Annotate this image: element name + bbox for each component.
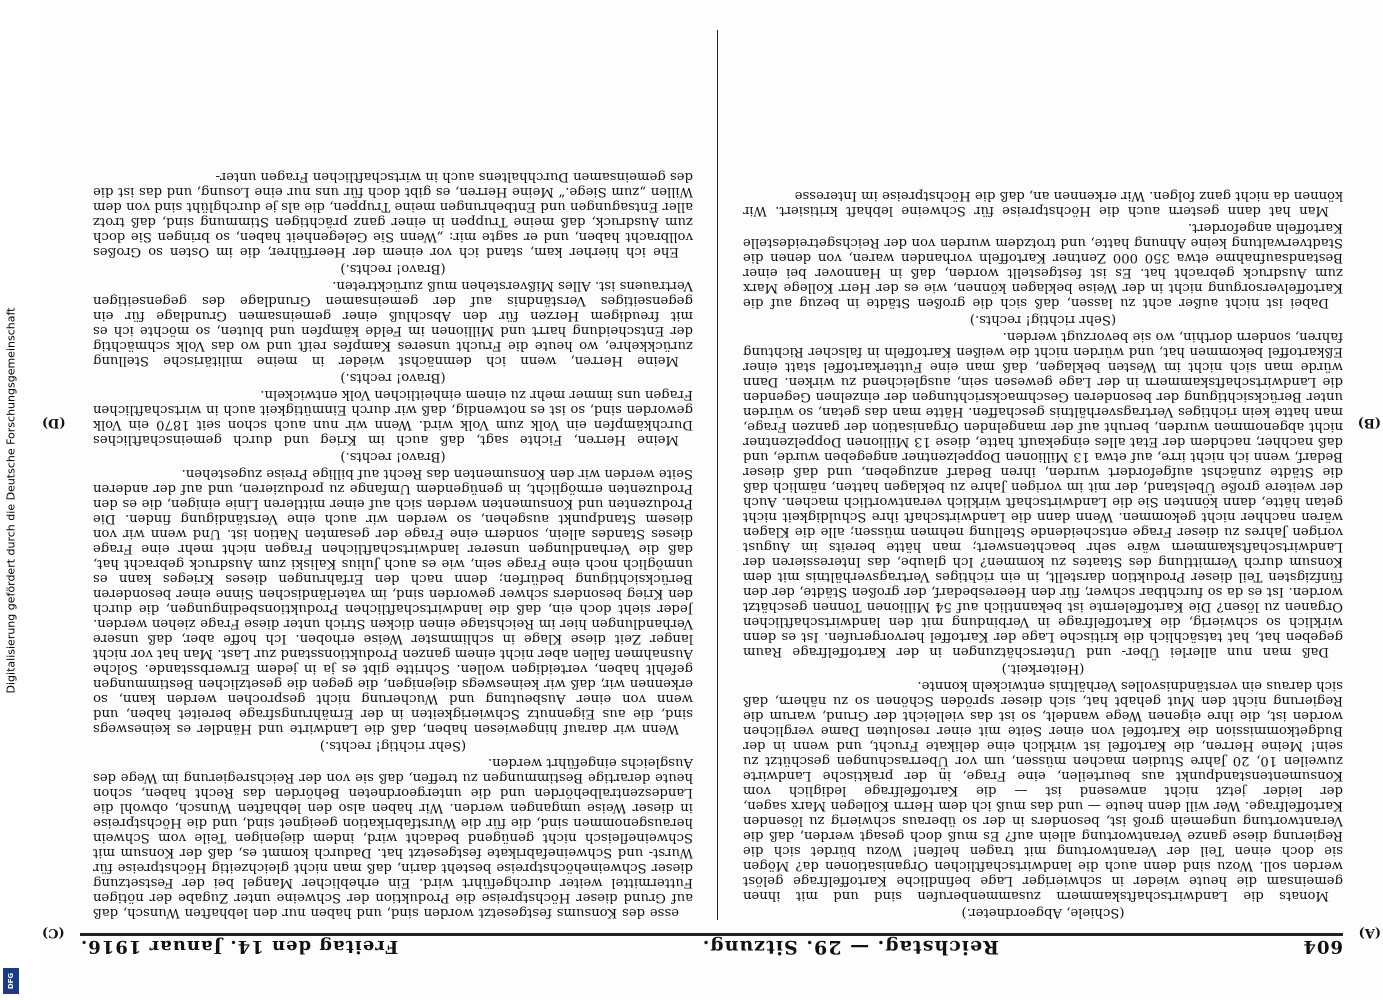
paragraph: Monats die Landwirtschaftskammern zusammenberufen sind und mit ihnen gemeinsam die heute wieder in schwieriger Lage befindliche Kartoffelfrage gelöst werden soll. Wozu sind denn auch die landwirtschaftlichen Organisationen da? Mögen sie doch einen Teil der Verantwortung mit tragen helfen! Wozu bürdet sich die Regierung diese ganze Verantwortung allein auf? Es muß doch gesagt werden, daß die Verantwortung ungemein groß ist, besonders in der so überaus schwierig zu lösenden Kartoffelfrage. Wer will denn heute — und das muß ich dem Herrn Kollegen Marx sagen, der leider jetzt nicht anwesend ist — die Kartoffelfrage lediglich vom Konsumentenstandpunkt aus beurteilen, eine Frage, in der praktische Landwirte zuweilen 10, 20 Jahre Studien machen müssen, um vor Überraschungen geschützt zu sein! Meine Herren, die Kartoffel ist wirklich eine delikate Frucht, und wenn in der Budgetkommission die Kartoffel von einer Seite mit einer resoluten Dame verglichen worden ist, die ihre eigenen Wege wandelt, so ist das vielleicht der Grund, warum die Regierung nicht den Mut gehabt hat, sich dieser spröden Schönen so zu nähern, daß sich daraus ein verständnisvolles Verhältnis entwickeln konnte. [743, 678, 1343, 903]
right-column [93, 30, 693, 920]
document-page [40, 0, 1383, 1000]
margin-marker-d: (D) [42, 415, 66, 430]
paragraph: (Bravo! rechts.) [340, 449, 446, 464]
page-title: Reichstag. — 29. Sitzung. [701, 936, 999, 958]
column-divider [717, 30, 718, 920]
paragraph: Wenn wir darauf hingewiesen haben, daß die Landwirte und Händler es keineswegs sind, die aus Eigennutz Schwierigkeiten in der Ernährungsfrage bereitet haben, und wenn von einer Ausbeutung und Wucherung nicht gesprochen werden kann, so erkennen wir, daß wir keineswegs diejenigen, die gegen die gesetzlichen Bestimmungen gefehlt haben, verteidigen wollen. Schritte gibt es ja in jedem Erwerbsstande. Solche Ausnahmen fallen aber nicht einem ganzen Produktionsstand zur Last. Man hat vor nicht langer Zeit diese Klage in schlimmster Weise erhoben. Ich hoffe aber, daß unsere Verhandlungen hier im Reichstage einen dicken Strich unter diese Frage ziehen werden. Jeder sieht doch ein, daß die landwirtschaftlichen Produktionsbedingungen, die durch den Krieg besonders schwer geworden sind, im vaterländischen Sinne einer besonderen Berücksichtigung bedürfen; denn nach den Erfahrungen dieses Krieges kann es unmöglich noch eine Frage sein, wie es auch Julius Kaliski zum Ausdruck gebracht hat, daß die Verhandlungen unserer landwirtschaftlichen Fragen nicht mehr eine Frage dieses Standes allein, sondern eine Frage der gesamten Nation ist. Und wenn wir von diesem Standpunkt ausgehen, so werden wir auch eine Verständigung finden. Die Produzenten und Konsumenten werden sich auf einer mittleren Linie einigen, die es den Produzenten ermöglicht, in genügendem Umfange zu produzieren, und auf der anderen Seite werden wir den Konsumenten das Recht auf billige Preise zugestehen. [93, 466, 693, 736]
page-number: 604 [1302, 936, 1343, 957]
paragraph: Man hat dann gestern auch die Höchstpreise für Schweine lebhaft kritisiert. Wir können da nicht ganz folgen. Wir erkennen an, daß die Höchstpreise im Interesse [743, 188, 1343, 218]
dfg-logo: DFG [3, 968, 19, 994]
paragraph: Daß man nun allerlei Über- und Unterschätzungen in der Kartoffelfrage Raum gegeben hat, hat tatsächlich die kritische Lage der Kartoffel hervorgerufen. Ist es denn wirklich so schwierig, die Kartoffelfrage in Verbindung mit den landwirtschaftlichen Organen zu lösen? Die Kartoffelernte ist bekanntlich auf 54 Millionen Tonnen geschätzt worden. Ist es da so furchtbar schwer, für den Heeresbedarf, der großen Städte, der den fünfzigsten Teil dieser Produktion darstellt, in ein richtiges Vertragsverhältnis mit dem Konsum durch Vermittlung des Staates zu kommen? Ich glaube, das Interessieren der Landwirtschaftskammern wäre sehr beachtenswert; man hätte bereits im August vorigen Jahres zu dieser Frage entscheidende Stellung nehmen müssen; alle die Klagen wären nachher nicht gekommen. Wenn dann die Landwirtschaft ihre Schuldigkeit nicht getan hätte, dann könnten Sie die Landwirtschaft wirklich verantwortlich machen. Auch der weitere große Übelstand, der mit im vorigen Jahre zu beklagen hatten, nämlich daß die Städte zunächst aufgefordert wurden, ihren Bedarf anzugeben, und daß dieser Bedarf, wenn ich nicht irre, auf etwa 13 Millionen Doppelzentner angegeben wurde, und daß nachher, nachdem der Etat alles eingekauft hatte, diese 13 Millionen Doppelzentner nicht abgenommen wurden, beruht auf der mangelnden Organisation der ganzen Frage, man hatte kein richtiges Vertragsverhältnis geschaffen. Hätte man das getan, so würden unter Berücksichtigung der besonderen Geschmacksrichtungen der einzelnen Gegenden die Landwirtschaftskammern in der Lage gewesen sein, ausgleichend zu wirken. Dann würde man sich nicht im Westen beklagen, daß man eine Futterkartoffel statt einer Eßkartoffel bekommen hat, und würden nicht die weißen Kartoffeln in falscher Richtung fahren, sondern dorthin, wo sie bevorzugt werden. [743, 329, 1343, 659]
margin-marker-b: (B) [1357, 415, 1381, 430]
digitization-note [0, 0, 22, 1000]
paragraph: esse des Konsums festgesetzt worden sind, und haben nur den lebhaften Wunsch, daß auf Grund dieser Höchstpreise die Produktion der Schweine unter Zugabe der nötigen Futtermittel weiter durchgeführt wird. Ein erheblicher Mangel bei der Festsetzung dieser Schweinehöchstpreise besteht darin, daß man nicht gleichzeitig Höchstpreise für Wurst- und Schweinefabrikate festgesetzt hat. Dadurch kommt es, daß der Konsum mit Schweinefleisch nicht genügend bedacht wird, indem diejenigen Teile vom Schwein herausgenommen sind, die für die Wurstfabrikation geeignet sind, und die Höchstpreise in dieser Weise umgangen werden. Wir haben also den lebhaften Wunsch, obwohl die Landeszentralbehörden und die untergeordneten Behörden das Recht haben, schon heute derartige Bestimmungen zu treffen, daß sie von der Reichsregierung im Wege des Ausgleichs eingeführt werden. [93, 755, 693, 920]
paragraph: (Schiele, Abgeordneter.) [961, 905, 1125, 920]
paragraph: (Sehr richtig! rechts.) [969, 312, 1117, 327]
paragraph: (Sehr richtig! rechts.) [319, 738, 467, 753]
paragraph: Meine Herren, wenn ich demnächst wieder in meine militärische Stellung zurückkehre, wo heute die Frucht unseres Kampfes reift und wo das Volk schmächtig der Entscheidung harrt und Millionen im Felde kämpfen und bluten, so möchte ich es mit freudigem Herzen für den Abschluß einer gemeinsamen Grundlage für ein gegenseitiges Verständnis auf der gemeinsamen Grundlage des gegenseitigen Vertrauens ist. Alles Mißverstehen muß zurücktreten. [93, 278, 693, 368]
paragraph: (Bravo! rechts.) [340, 370, 446, 385]
paragraph: Ehe ich hierher kam, stand ich vor einem der Heerführer, die im Osten so Großes vollbracht haben, und er sagte mir: „Wenn Sie Gelegenheit haben, so bringen Sie doch zum Ausdruck, daß meine Truppen in einer ganz prächtigen Stimmung sind, daß trotz aller Entsagungen und Entbehrungen meine Truppen, die als je durchglüht sind von dem Willen „zum Siege.“ Meine Herren, es gibt doch für uns nur eine Losung, und das ist die des gemeinsamen Durchhaltens auch in wirtschaftlichen Fragen unter- [93, 169, 693, 259]
digitization-note-text: Digitalisierung gefördert durch die Deutsche Forschungsgemeinschaft [4, 307, 18, 693]
left-column [743, 30, 1343, 920]
paragraph: (Bravo! rechts.) [340, 261, 446, 276]
paragraph: Dabei ist nicht außer acht zu lassen, daß sich die großen Städte in bezug auf die Kartoffelversorgung nicht in der Weise beklagen können, wie es der Herr Kollege Marx zum Ausdruck gebracht hat. Es ist festgestellt worden, daß in Hannover bei einer Bestandsaufnahme etwa 350 000 Zentner Kartoffeln vorhanden waren, von denen die Stadtverwaltung keine Ahnung hatte, und trotzdem wurden von der Reichsgetreidestelle Kartoffeln angefordert. [743, 220, 1343, 310]
paragraph: Meine Herren, Fichte sagt, daß auch im Krieg und durch gemeinschaftliches Durchkämpfen ein Volk zum Volk wird. Wenn wir nun auch schon seit 1870 ein Volk geworden sind, so ist es notwendig, daß wir durch Einmütigkeit auch in wirtschaftlichen Fragen uns immer mehr zu einem einheitlichen Volk entwickeln. [93, 387, 693, 447]
margin-marker-a: (A) [1358, 925, 1381, 940]
paragraph: (Heiterkeit.) [1001, 661, 1085, 676]
page-header [80, 933, 1343, 972]
margin-marker-c: (C) [42, 925, 65, 940]
page-date: Freitag den 14. Januar 1916. [80, 936, 399, 957]
